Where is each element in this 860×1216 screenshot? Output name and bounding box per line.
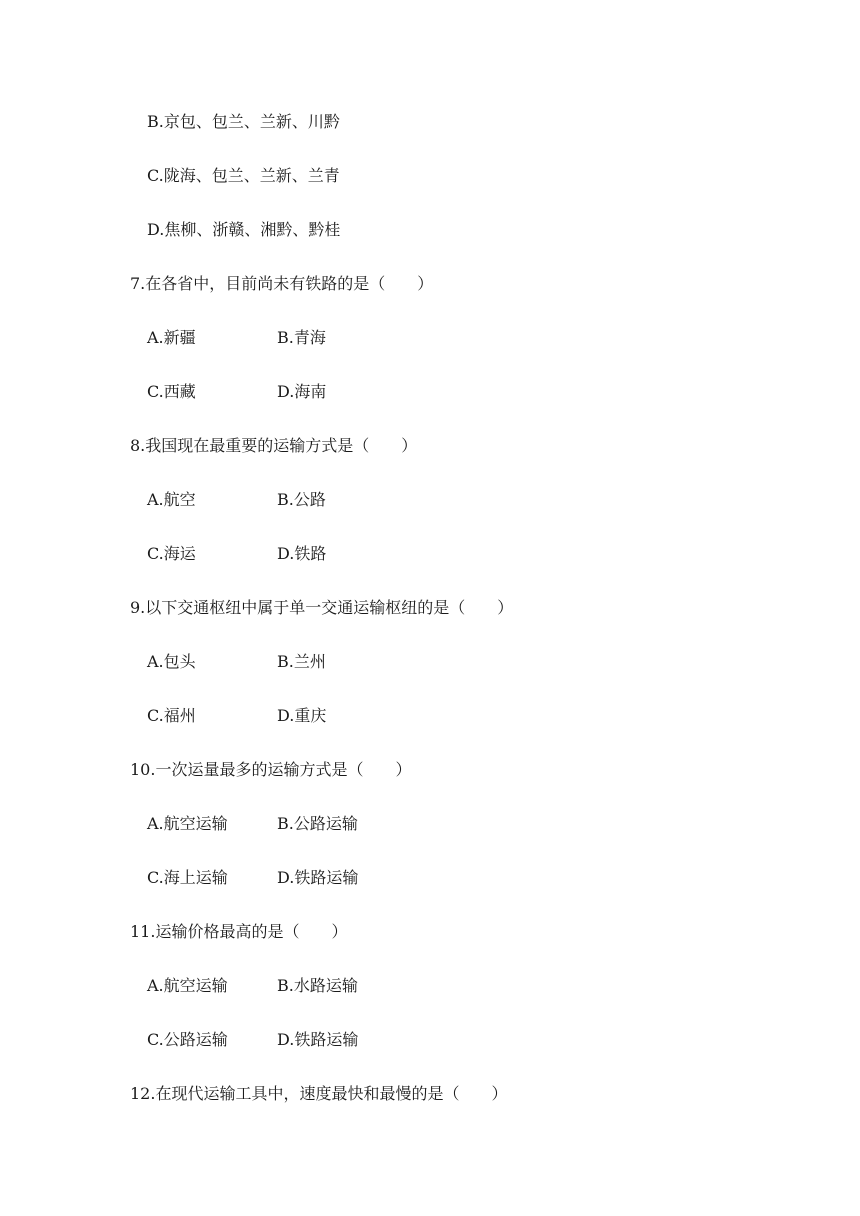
option-10d: D.铁路运输	[277, 868, 359, 887]
question-11-stem: 11.运输价格最高的是（ ）	[130, 922, 348, 941]
question-7-stem: 7.在各省中，目前尚未有铁路的是（ ）	[130, 274, 434, 293]
question-10-stem: 10.一次运量最多的运输方式是（ ）	[130, 760, 412, 779]
option-10c: C.海上运输	[147, 868, 228, 887]
option-7b: B.青海	[277, 328, 326, 347]
option-6d: D.焦柳、浙赣、湘黔、黔桂	[147, 220, 341, 239]
question-12-stem: 12.在现代运输工具中，速度最快和最慢的是（ ）	[130, 1084, 508, 1103]
option-7c: C.西藏	[147, 382, 196, 401]
option-8d: D.铁路	[277, 544, 327, 563]
option-10b: B.公路运输	[277, 814, 358, 833]
option-7d: D.海南	[277, 382, 327, 401]
option-11d: D.铁路运输	[277, 1030, 359, 1049]
option-9c: C.福州	[147, 706, 196, 725]
option-8b: B.公路	[277, 490, 326, 509]
question-9-stem: 9.以下交通枢纽中属于单一交通运输枢纽的是（ ）	[130, 598, 514, 617]
option-6c: C.陇海、包兰、兰新、兰青	[147, 166, 340, 185]
option-9b: B.兰州	[277, 652, 326, 671]
option-7a: A.新疆	[147, 328, 196, 347]
question-8-stem: 8.我国现在最重要的运输方式是（ ）	[130, 436, 418, 455]
option-9a: A.包头	[147, 652, 196, 671]
option-8a: A.航空	[147, 490, 196, 509]
option-11a: A.航空运输	[147, 976, 228, 995]
option-8c: C.海运	[147, 544, 196, 563]
option-11c: C.公路运输	[147, 1030, 228, 1049]
option-10a: A.航空运输	[147, 814, 228, 833]
option-9d: D.重庆	[277, 706, 327, 725]
option-6b: B.京包、包兰、兰新、川黔	[147, 112, 340, 131]
option-11b: B.水路运输	[277, 976, 358, 995]
